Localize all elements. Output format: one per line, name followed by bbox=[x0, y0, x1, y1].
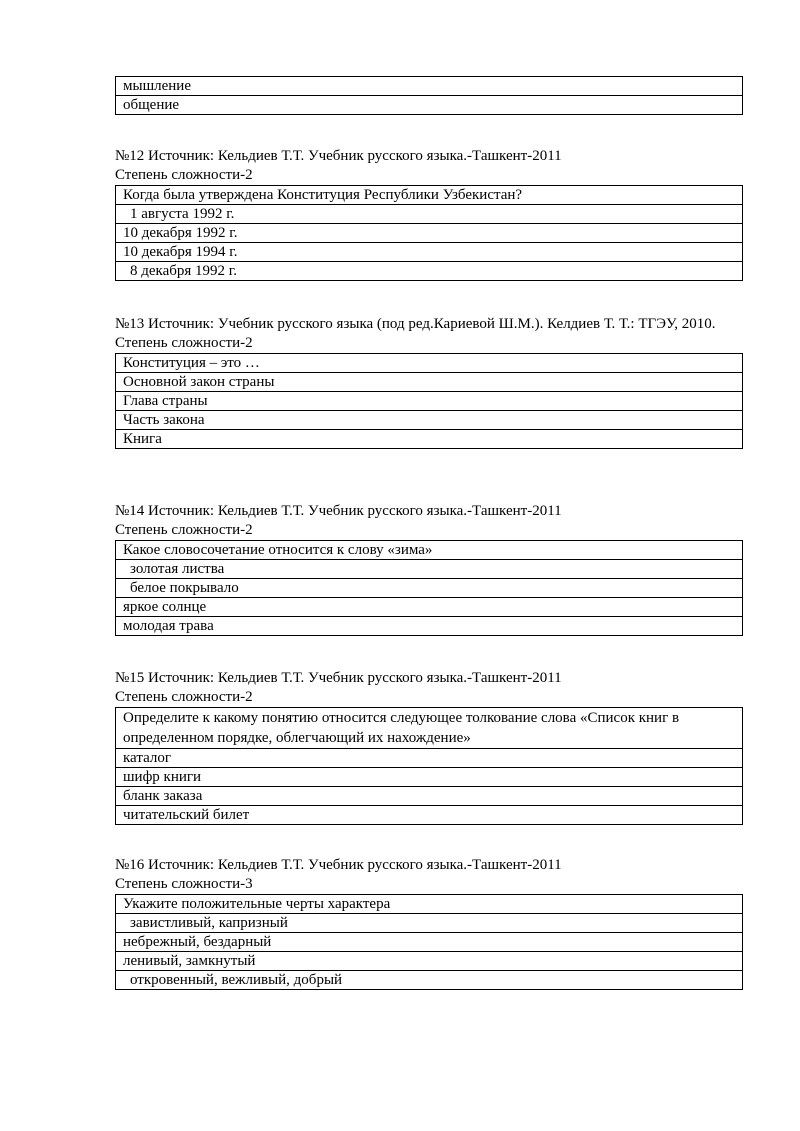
answer-cell: молодая трава bbox=[116, 617, 743, 636]
table-row bbox=[116, 749, 743, 768]
answer-cell: Глава страны bbox=[116, 392, 743, 411]
answer-cell: Часть закона bbox=[116, 411, 743, 430]
question-source: №14 Источник: Кельдиев Т.Т. Учебник русского языка.-Ташкент-2011 bbox=[115, 503, 562, 519]
table-row bbox=[116, 373, 743, 392]
question-cell: Когда была утверждена Конституция Республики Узбекистан? bbox=[116, 186, 743, 205]
table-row bbox=[116, 186, 743, 205]
answer-cell: общение bbox=[116, 96, 743, 115]
question-table bbox=[115, 185, 743, 281]
answer-cell: откровенный, вежливый, добрый bbox=[116, 971, 743, 990]
answer-cell: золотая листва bbox=[116, 560, 743, 579]
table-row bbox=[116, 617, 743, 636]
question-block-13 bbox=[115, 315, 743, 449]
table-row bbox=[116, 411, 743, 430]
table-row bbox=[116, 971, 743, 990]
top-answer-table bbox=[115, 76, 743, 115]
question-block-12 bbox=[115, 147, 743, 281]
table-row bbox=[116, 541, 743, 560]
table-row bbox=[116, 579, 743, 598]
table-row bbox=[116, 708, 743, 749]
question-cell: Определите к какому понятию относится следующее толкование слова «Список книг в определенном порядке, облегчающий их нахождение» bbox=[116, 708, 743, 749]
answer-cell: небрежный, бездарный bbox=[116, 933, 743, 952]
difficulty-level: Степень сложности-2 bbox=[115, 335, 253, 351]
table-row bbox=[116, 768, 743, 787]
table-row bbox=[116, 205, 743, 224]
question-source: №16 Источник: Кельдиев Т.Т. Учебник русского языка.-Ташкент-2011 bbox=[115, 857, 562, 873]
answer-cell: яркое солнце bbox=[116, 598, 743, 617]
difficulty-level: Степень сложности-3 bbox=[115, 876, 253, 892]
difficulty-level: Степень сложности-2 bbox=[115, 167, 253, 183]
table-row bbox=[116, 96, 743, 115]
table-row bbox=[116, 392, 743, 411]
table-row bbox=[116, 895, 743, 914]
question-block-14 bbox=[115, 502, 743, 636]
table-row bbox=[116, 243, 743, 262]
question-table bbox=[115, 894, 743, 990]
answer-cell: каталог bbox=[116, 749, 743, 768]
answer-cell: 10 декабря 1992 г. bbox=[116, 224, 743, 243]
answer-cell: мышление bbox=[116, 77, 743, 96]
question-block-16 bbox=[115, 856, 743, 990]
table-row bbox=[116, 598, 743, 617]
table-row bbox=[116, 952, 743, 971]
answer-cell: 10 декабря 1994 г. bbox=[116, 243, 743, 262]
question-block-15 bbox=[115, 669, 743, 825]
answer-cell: завистливый, капризный bbox=[116, 914, 743, 933]
answer-cell: читательский билет bbox=[116, 806, 743, 825]
difficulty-level: Степень сложности-2 bbox=[115, 522, 253, 538]
table-row bbox=[116, 787, 743, 806]
table-row bbox=[116, 430, 743, 449]
question-source: №13 Источник: Учебник русского языка (под ред.Кариевой Ш.М.). Келдиев Т. Т.: ТГЭУ, 2010. bbox=[115, 316, 716, 332]
question-cell: Какое словосочетание относится к слову «зима» bbox=[116, 541, 743, 560]
difficulty-level: Степень сложности-2 bbox=[115, 689, 253, 705]
table-row bbox=[116, 77, 743, 96]
table-row bbox=[116, 354, 743, 373]
question-table bbox=[115, 353, 743, 449]
table-row bbox=[116, 560, 743, 579]
question-table bbox=[115, 707, 743, 825]
question-cell: Конституция – это … bbox=[116, 354, 743, 373]
answer-cell: белое покрывало bbox=[116, 579, 743, 598]
table-row bbox=[116, 933, 743, 952]
answer-cell: 1 августа 1992 г. bbox=[116, 205, 743, 224]
question-cell: Укажите положительные черты характера bbox=[116, 895, 743, 914]
answer-cell: Книга bbox=[116, 430, 743, 449]
answer-cell: бланк заказа bbox=[116, 787, 743, 806]
table-row bbox=[116, 262, 743, 281]
question-source: №12 Источник: Кельдиев Т.Т. Учебник русского языка.-Ташкент-2011 bbox=[115, 148, 562, 164]
question-source: №15 Источник: Кельдиев Т.Т. Учебник русского языка.-Ташкент-2011 bbox=[115, 670, 562, 686]
table-row bbox=[116, 224, 743, 243]
question-table bbox=[115, 540, 743, 636]
answer-cell: 8 декабря 1992 г. bbox=[116, 262, 743, 281]
answer-cell: шифр книги bbox=[116, 768, 743, 787]
answer-cell: ленивый, замкнутый bbox=[116, 952, 743, 971]
answer-cell: Основной закон страны bbox=[116, 373, 743, 392]
table-row bbox=[116, 914, 743, 933]
table-row bbox=[116, 806, 743, 825]
